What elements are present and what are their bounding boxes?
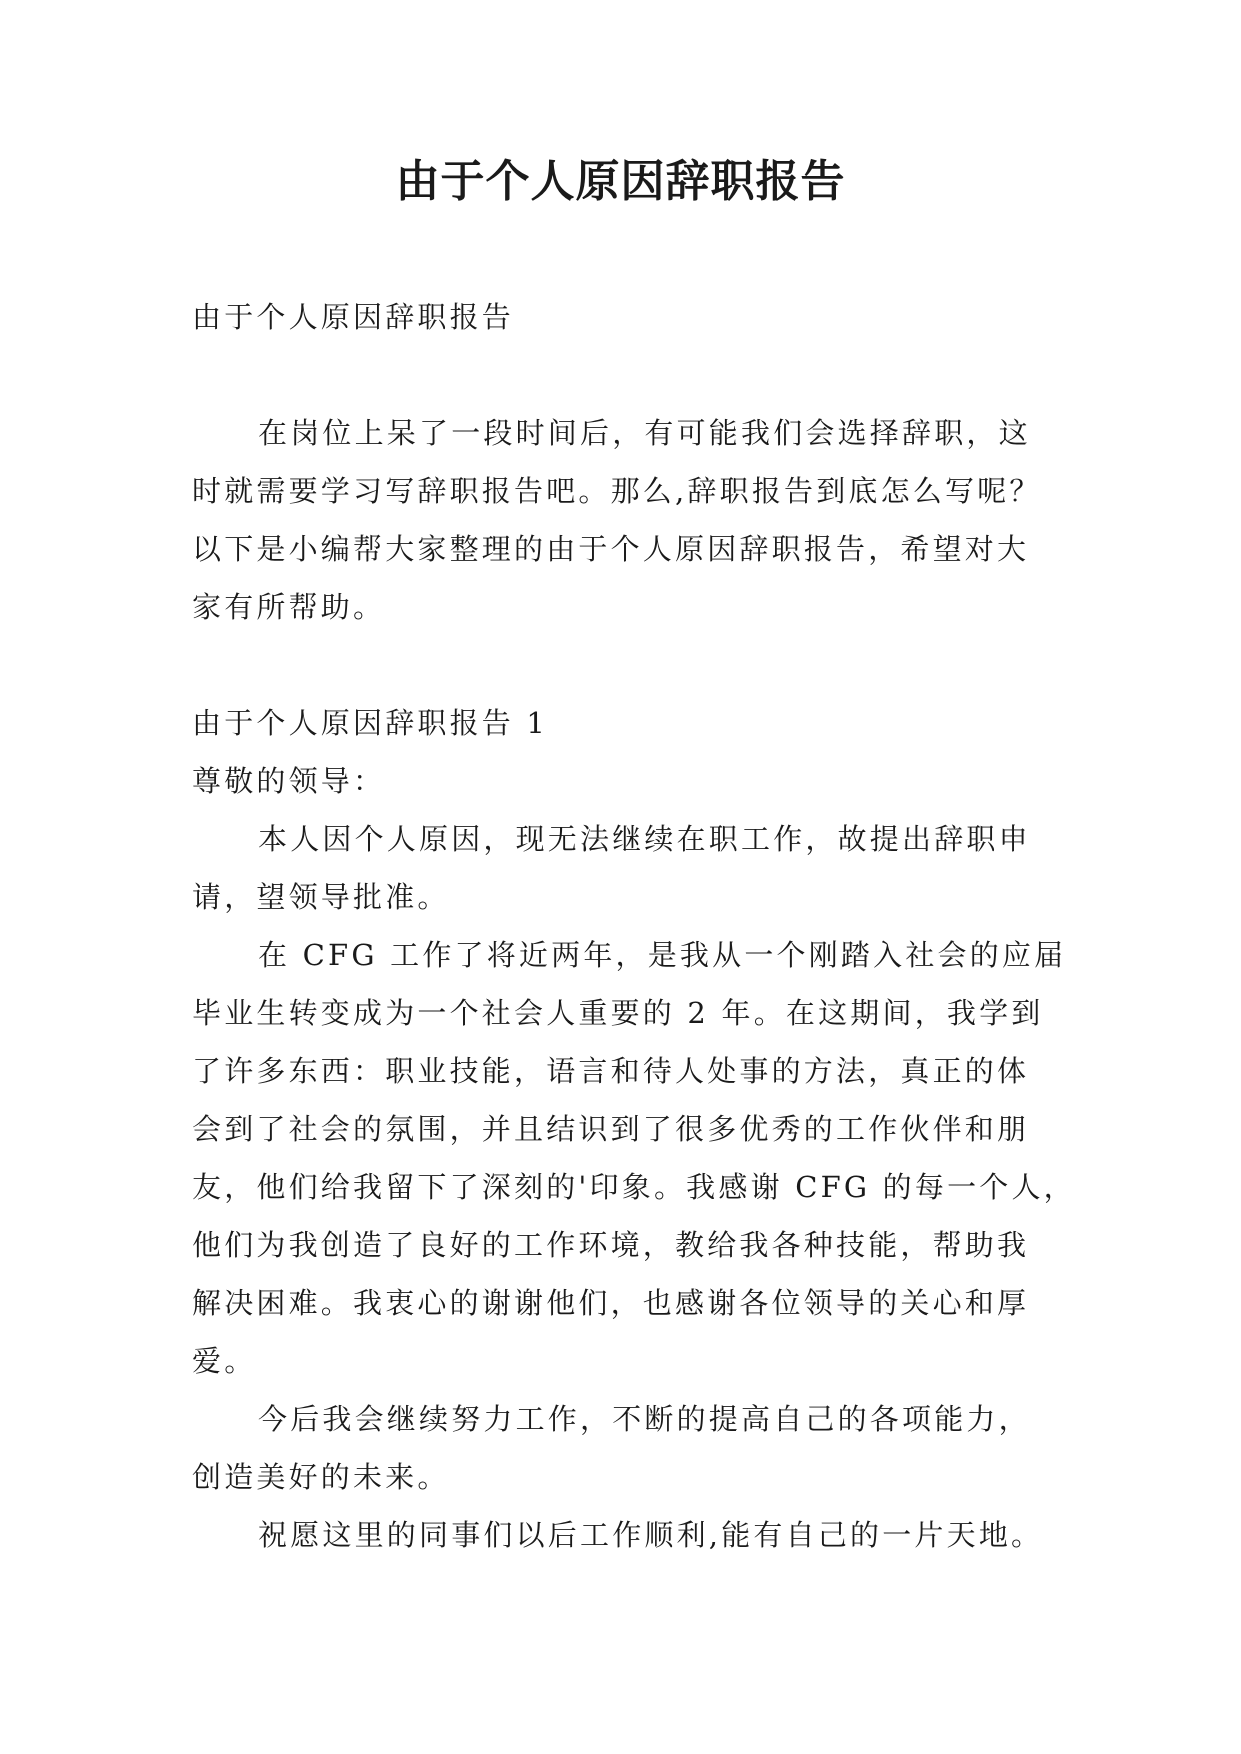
- intro-line: 以下是小编帮大家整理的由于个人原因辞职报告，希望对大: [192, 532, 1030, 566]
- spacer: [192, 636, 1068, 694]
- paragraph-line: 会到了社会的氛围，并且结识到了很多优秀的工作伙伴和朋: [192, 1112, 1030, 1146]
- paragraph-line: 了许多东西：职业技能，语言和待人处事的方法，真正的体: [192, 1054, 1030, 1088]
- paragraph-line: 请，望领导批准。: [192, 880, 450, 914]
- intro-line: 家有所帮助。: [192, 590, 386, 624]
- paragraph-line: 毕业生转变成为一个社会人重要的 2 年。在这期间，我学到: [192, 996, 1044, 1030]
- paragraph-line: 在 CFG 工作了将近两年，是我从一个刚踏入社会的应届: [258, 938, 1067, 972]
- paragraph-line: 他们为我创造了良好的工作环境，教给我各种技能，帮助我: [192, 1228, 1030, 1262]
- paragraph-line: 本人因个人原因，现无法继续在职工作，故提出辞职申: [258, 822, 1031, 856]
- paragraph-2: [192, 926, 1076, 1390]
- paragraph-line: 今后我会继续努力工作，不断的提高自己的各项能力，: [258, 1402, 1031, 1436]
- paragraph-3: [192, 1390, 1068, 1506]
- paragraph-line: 爱。: [192, 1344, 257, 1378]
- paragraph-line: 创造美好的未来。: [192, 1460, 450, 1494]
- intro-line: 在岗位上呆了一段时间后，有可能我们会选择辞职，这: [258, 416, 1031, 450]
- section-heading: 由于个人原因辞职报告 1: [192, 706, 549, 740]
- paragraph-line: 祝愿这里的同事们以后工作顺利,能有自己的一片天地。: [258, 1518, 1044, 1552]
- salutation: 尊敬的领导：: [192, 764, 386, 798]
- paragraph-line: 友，他们给我留下了深刻的'印象。我感谢 CFG 的每一个人，: [192, 1170, 1076, 1204]
- paragraph-1: [192, 810, 1068, 926]
- paragraph-line: 解决困难。我衷心的谢谢他们，也感谢各位领导的关心和厚: [192, 1286, 1030, 1320]
- intro-line: 时就需要学习写辞职报告吧。那么,辞职报告到底怎么写呢？: [192, 474, 1042, 508]
- intro-paragraph: [192, 404, 1068, 636]
- document-body: [192, 288, 1076, 1564]
- spacer: [192, 346, 1068, 404]
- document-title: 由于个人原因辞职报告: [395, 156, 846, 207]
- paragraph-4: [192, 1506, 1068, 1564]
- subtitle: 由于个人原因辞职报告: [192, 300, 515, 334]
